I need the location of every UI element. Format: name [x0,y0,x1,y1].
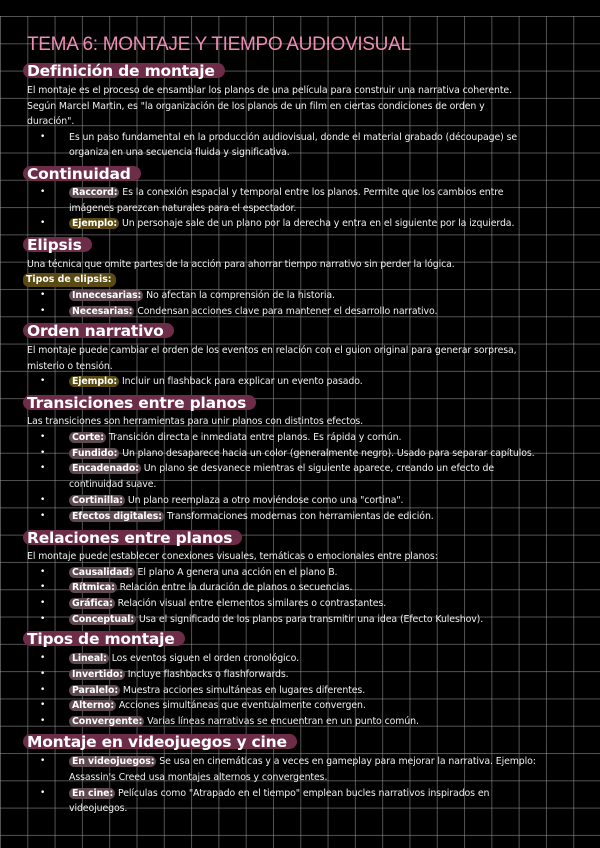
list-item [69,786,579,817]
list-item-text: Un personaje sale de un plano por la derecha y entra en el siguiente por la izquierda. [119,218,515,229]
top-band [0,0,600,16]
bullet-icon: • [40,566,46,577]
heading-orden-narrativo: Orden narrativo [23,323,174,338]
list-item-text: El plano A genera una acción en el plano B. [134,566,338,578]
heading-relaciones: Relaciones entre planos [23,530,242,545]
list-item-text: Incluye flashbacks o flashforwards. [124,669,289,680]
heading-tipos-montaje: Tipos de montaje [23,631,185,646]
list-item-text: Un plano reemplaza a otro moviéndose como una "cortina". [124,494,404,506]
paragraph: Según Marcel Martin, es "la organización de los planos de un film en ciertas condiciones de orden y [27,100,485,112]
heading-definicion: Definición de montaje [23,63,225,78]
list-item-text: Muestra acciones simultáneas en lugares diferentes. [119,684,366,696]
list-item-text: Un plano desaparece hacia un color (generalmente negro). Usado para separar capítulos. [119,447,535,459]
list-item [69,596,579,612]
list-item-text: Incluir un flashback para explicar un evento pasado. [119,376,363,387]
list-item-text: Películas como "Atrapado en el tiempo" emplean bucles narrativos inspirados en [115,787,490,799]
bullet-icon: • [40,598,46,608]
list-item [69,667,579,683]
list-item-text: Un plano se desvanece mientras el siguiente aparece, creando un efecto de [140,463,494,474]
list-item-text: continuidad suave. [69,478,157,490]
term-tag: Fundido: [69,448,119,459]
list-item-text: Condensan acciones clave para mantener el desarrollo narrativo. [134,306,438,317]
list-item [69,754,579,785]
list-item [69,374,579,390]
list-item [69,185,579,216]
heading-videojuegos-cine: Montaje en videojuegos y cine [23,734,297,749]
list-item [69,130,579,161]
example-tag: Ejemplo: [69,376,119,387]
page-title: TEMA 6: MONTAJE Y TIEMPO AUDIOVISUAL [27,34,411,55]
bullet-icon: • [40,684,46,695]
term-tag: Encadenado: [69,463,141,474]
list-item [69,509,579,525]
bullet-icon: • [40,432,46,442]
term-tag: En cine: [69,788,115,799]
list-item [69,698,579,714]
term-tag: Raccord: [69,187,119,198]
bullet-icon: • [40,290,46,300]
term-tag: Invertido: [69,669,125,680]
list-item [69,565,579,581]
bullet-icon: • [40,510,46,521]
term-tag: Gráfica: [69,598,115,609]
list-item [69,288,579,304]
list-item-text: imágenes parezcan naturales para el espectador. [69,202,297,214]
paragraph: El montaje puede cambiar el orden de los eventos en relación con el guion original para generar sorpresa, [27,345,517,356]
paragraph: Una técnica que omite partes de la acción para ahorrar tiempo narrativo sin perder la lógica. [27,259,455,270]
bullet-icon: • [40,306,46,316]
list-item [69,651,579,667]
paragraph: El montaje es el proceso de ensamblar los planos de una película para construir una narrativa coherente. [27,85,512,96]
paragraph: Las transiciones son herramientas para unir planos con distintos efectos. [27,416,364,427]
list-item-text: videojuegos. [69,803,128,814]
bullet-icon: • [40,447,46,458]
paragraph: misterio o tensión. [27,360,113,372]
term-tag: Rítmica: [69,582,117,593]
list-item-text: Usa el significado de los planos para transmitir una idea (Efecto Kuleshov). [135,613,484,625]
term-tag: Causalidad: [69,567,135,578]
bullet-icon: • [40,187,46,197]
list-item-text: Varias líneas narrativas se encuentran en un punto común. [144,716,419,727]
subheading-tipos-elipsis: Tipos de elipsis: [23,273,116,287]
term-tag: Efectos digitales: [69,511,164,522]
term-tag: Corte: [69,432,106,443]
list-item-text: Transformaciones modernas con herramientas de edición. [163,510,434,522]
list-item-text: organiza en una secuencia fluida y significativa. [69,147,290,158]
list-item [69,216,579,232]
bullet-icon: • [40,716,46,726]
term-tag: Alterno: [69,700,116,711]
paragraph: duración". [27,116,75,127]
list-item-text: Se usa en cinemáticas y a veces en gameplay para mejorar la narrativa. Ejemplo: [156,756,536,767]
paragraph: El montaje puede establecer conexiones visuales, temáticas o emocionales entre planos: [27,551,438,562]
term-tag: Paralelo: [69,685,120,696]
list-item-text: Transición directa e inmediata entre planos. Es rápida y común. [105,432,402,443]
bullet-icon: • [40,653,46,663]
list-item-text: Es un paso fundamental en la producción audiovisual, donde el material grabado (découpage) se [69,131,518,143]
list-item-text: Relación entre la duración de planos o secuencias. [116,582,353,593]
list-item-text: Relación visual entre elementos similares o contrastantes. [114,598,387,609]
list-item [69,493,579,509]
term-tag: Convergente: [69,716,144,727]
list-item-text: Es la conexión espacial y temporal entre los planos. Permite que los cambios entre [119,187,504,198]
term-tag: Cortinilla: [69,495,125,506]
list-item [69,304,579,320]
heading-elipsis: Elipsis [23,237,92,252]
bullet-icon: • [40,756,46,766]
list-item-text: Los eventos siguen el orden cronológico. [108,653,299,664]
bullet-icon: • [40,669,46,679]
list-item [69,612,579,628]
list-item [69,683,579,699]
term-tag: Necesarias: [69,306,134,317]
term-tag: Conceptual: [69,614,136,625]
list-item-text: Assassin's Creed usa montajes alternos y convergentes. [69,771,328,783]
bullet-icon: • [40,376,46,386]
bullet-icon: • [40,613,46,624]
list-item-text: No afectan la comprensión de la historia. [143,290,335,301]
list-item-text: Acciones simultáneas que eventualmente convergen. [116,700,366,711]
term-tag: Lineal: [69,653,109,664]
bullet-icon: • [40,787,46,798]
list-item [69,446,579,462]
bullet-icon: • [40,700,46,710]
list-item [69,714,579,730]
bullet-icon: • [40,218,46,228]
bullet-icon: • [40,582,46,592]
heading-continuidad: Continuidad [23,166,141,181]
bullet-icon: • [40,131,46,142]
bullet-icon: • [40,494,46,505]
list-item [69,430,579,446]
list-item [69,580,579,596]
heading-transiciones: Transiciones entre planos [23,395,256,410]
example-tag: Ejemplo: [69,218,119,229]
list-item [69,461,579,492]
term-tag: Innecesarias: [69,290,143,301]
bullet-icon: • [40,463,46,473]
term-tag: En videojuegos: [69,756,156,767]
